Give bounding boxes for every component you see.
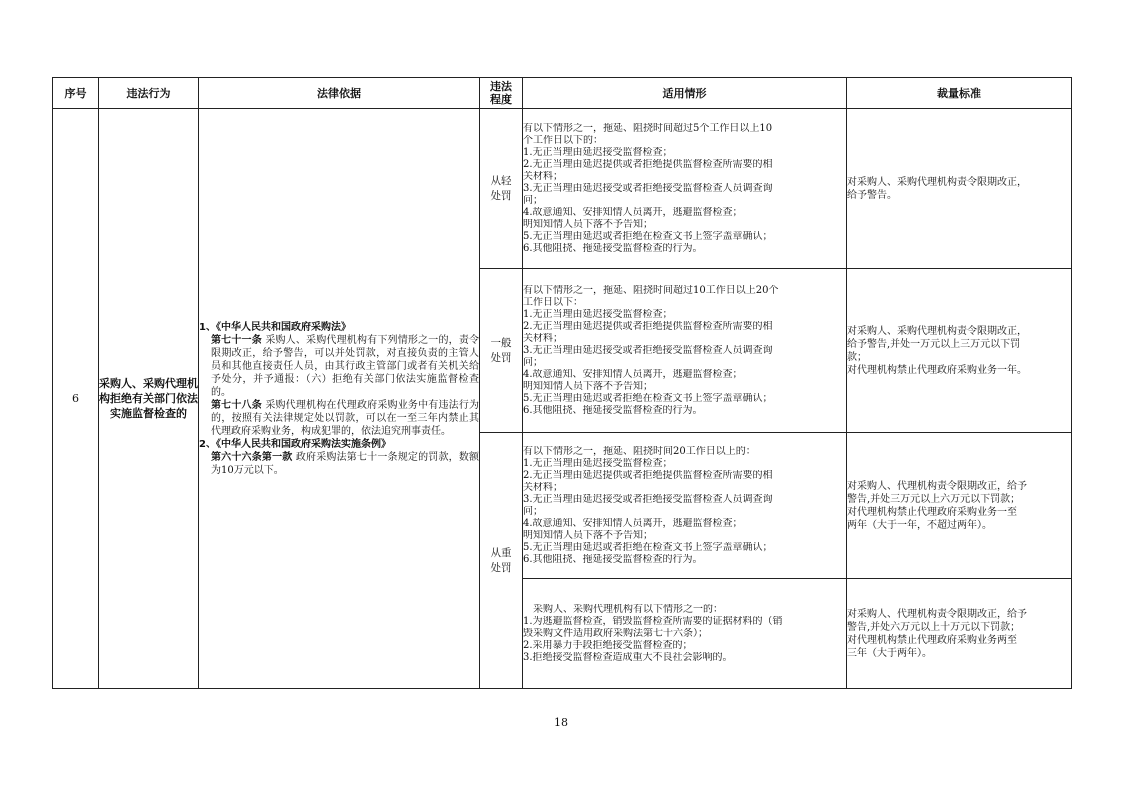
situation-light: 有以下情形之一，拖延、阻挠时间超过5个工作日以上10 个工作日以下的： 1.无正当理由延迟接受监督检查； 2.无正当理由延迟提供或者拒绝提供监督检查所需要的相 关材料； 3.无正当理由延迟接受或者拒绝接受监督检查人员调查询 问； 4.故意通知、安排知情人员离开，逃避监督检查； 明知知情人员下落不予告知； 5.无正当理由延迟或者拒绝在检查文书上签字盖章确认； 6.其他阻挠、拖延接受监督检查的行为。 bbox=[523, 109, 847, 269]
row-number: 6 bbox=[53, 109, 99, 689]
standard-light: 对采购人、采购代理机构责令限期改正， 给予警告。 bbox=[847, 109, 1072, 269]
degree-heavy: 从重处罚 bbox=[480, 433, 523, 689]
situation-heavy: 有以下情形之一，拖延、阻挠时间20工作日以上的： 1.无正当理由延迟接受监督检查； 2.无正当理由延迟提供或者拒绝提供监督检查所需要的相 关材料； 3.无正当理由延迟接受或者拒绝接受监督检查人员调查询 问； 4.故意通知、安排知情人员离开，逃避监督检查； 明知知情人员下落不予告知； 5.无正当理由延迟或者拒绝在检查文书上签字盖章确认； 6.其他阻挠、拖延接受监督检查的行为。 bbox=[523, 433, 847, 579]
header-no: 序号 bbox=[53, 78, 99, 109]
standard-severe: 对采购人、代理机构责令限期改正，给予 警告,并处六万元以上十万元以下罚款； 对代理机构禁止代理政府采购业务两至 三年（大于两年）。 bbox=[847, 579, 1072, 689]
legal-basis bbox=[199, 109, 480, 689]
header-basis: 法律依据 bbox=[199, 78, 480, 109]
law-title-2: 2、《中华人民共和国政府采购法实施条例》 bbox=[199, 438, 391, 450]
header-standard: 裁量标准 bbox=[847, 78, 1072, 109]
header-degree: 违法程度 bbox=[480, 78, 523, 109]
standard-heavy: 对采购人、代理机构责令限期改正，给予 警告,并处三万元以上六万元以下罚款； 对代理机构禁止代理政府采购业务一至 两年（大于一年，不超过两年）。 bbox=[847, 433, 1072, 579]
header-row bbox=[53, 78, 1072, 109]
violation-act: 采购人、采购代理机构拒绝有关部门依法实施监督检查的 bbox=[99, 109, 199, 689]
penalty-table bbox=[52, 77, 1072, 689]
law-title-1: 1、《中华人民共和国政府采购法》 bbox=[199, 321, 351, 333]
header-situation: 适用情形 bbox=[523, 78, 847, 109]
degree-light: 从轻处罚 bbox=[480, 109, 523, 269]
level-row-light bbox=[53, 109, 1072, 269]
standard-general: 对采购人、采购代理机构责令限期改正， 给予警告,并处一万元以上三万元以下罚 款； 对代理机构禁止代理政府采购业务一年。 bbox=[847, 269, 1072, 433]
header-act: 违法行为 bbox=[99, 78, 199, 109]
article-78: 第七十八条 采购代理机构在代理政府采购业务中有违法行为的，按照有关法律规定处以罚款，可以在一至三年内禁止其代理政府采购业务，构成犯罪的，依法追究刑事责任。 bbox=[211, 399, 480, 437]
situation-severe: 采购人、采购代理机构有以下情形之一的： 1.为逃避监督检查，销毁监督检查所需要的证据材料的（销 毁采购文件适用政府采购法第七十六条）； 2.采用暴力手段拒绝接受监督检查的； 3.拒绝接受监督检查造成重大不良社会影响的。 bbox=[523, 579, 847, 689]
page-number: 18 bbox=[554, 716, 568, 729]
article-71: 第七十一条 采购人、采购代理机构有下列情形之一的，责令限期改正，给予警告，可以并处罚款，对直接负责的主管人员和其他直接责任人员，由其行政主管部门或者有关机关给予处分，并予通报：（六）拒绝有关部门依法实施监督检查的。 bbox=[211, 334, 480, 398]
article-66: 第六十六条第一款 政府采购法第七十一条规定的罚款，数额为10万元以下。 bbox=[211, 451, 480, 476]
situation-general: 有以下情形之一，拖延、阻挠时间超过10工作日以上20个 工作日以下： 1.无正当理由延迟接受监督检查； 2.无正当理由延迟提供或者拒绝提供监督检查所需要的相 关材料； 3.无正当理由延迟接受或者拒绝接受监督检查人员调查询 问； 4.故意通知、安排知情人员离开，逃避监督检查； 明知知情人员下落不予告知； 5.无正当理由延迟或者拒绝在检查文书上签字盖章确认； 6.其他阻挠、拖延接受监督检查的行为。 bbox=[523, 269, 847, 433]
degree-general: 一般处罚 bbox=[480, 269, 523, 433]
